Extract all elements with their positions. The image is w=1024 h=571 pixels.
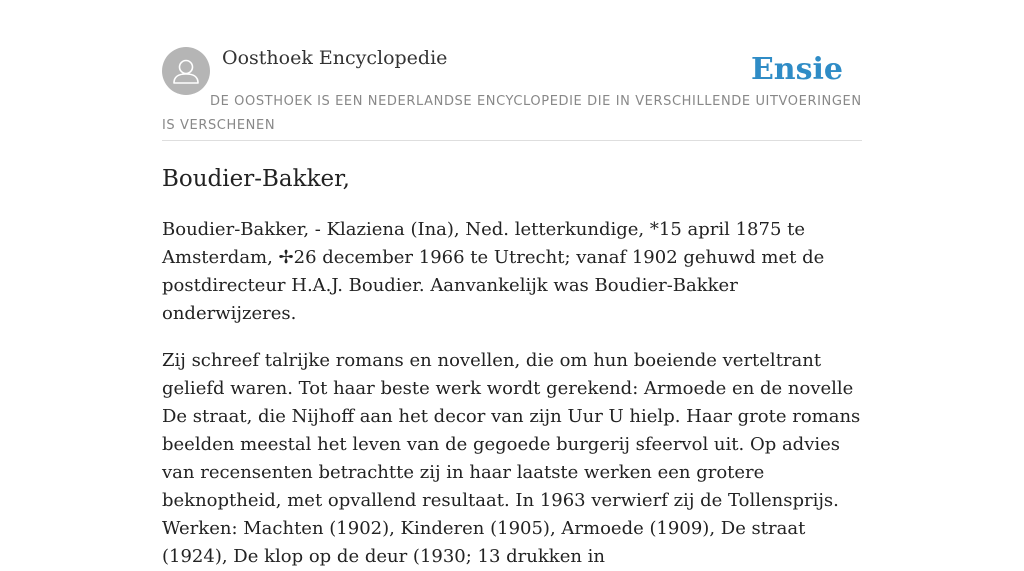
user-avatar-icon[interactable] <box>162 47 210 95</box>
article-paragraph: Boudier-Bakker, - Klaziena (Ina), Ned. letterkundige, *15 april 1875 te Amsterdam, ✢26 december 1966 te Utrecht; vanaf 1902 gehuwd met de postdirecteur H.A.J. Boudier. Aanvankelijk was Boudier-Bakker onderwijzeres. <box>162 219 825 324</box>
ensie-logo[interactable]: Ensie <box>750 52 843 87</box>
user-outline-icon <box>162 47 210 95</box>
article-title: Boudier-Bakker, <box>162 166 350 192</box>
source-name-link[interactable]: Oosthoek Encyclopedie <box>222 47 448 69</box>
article <box>162 162 868 571</box>
source-description: DE OOSTHOEK IS EEN NEDERLANDSE ENCYCLOPEDIE DIE IN VERSCHILLENDE UITVOERINGEN IS VERSCHENEN <box>162 94 862 133</box>
article-paragraph: Zij schreef talrijke romans en novellen, die om hun boeiende verteltrant geliefd waren. Tot haar beste werk wordt gerekend: Armoede en de novelle De straat, die Nijhoff aan het decor van zijn Uur U hielp. Haar grote romans beelden meestal het leven van de gegoede burgerij sfeervol uit. Op advies van recensenten betrachtte zij in haar laatste werken een grotere beknoptheid, met opvallend resultaat. In 1963 verwierf zij de Tollensprijs. Werken: Machten (1902), Kinderen (1905), Armoede (1909), De straat (1924), De klop op de deur (1930; 13 drukken in <box>162 350 861 567</box>
source-header <box>162 46 862 141</box>
